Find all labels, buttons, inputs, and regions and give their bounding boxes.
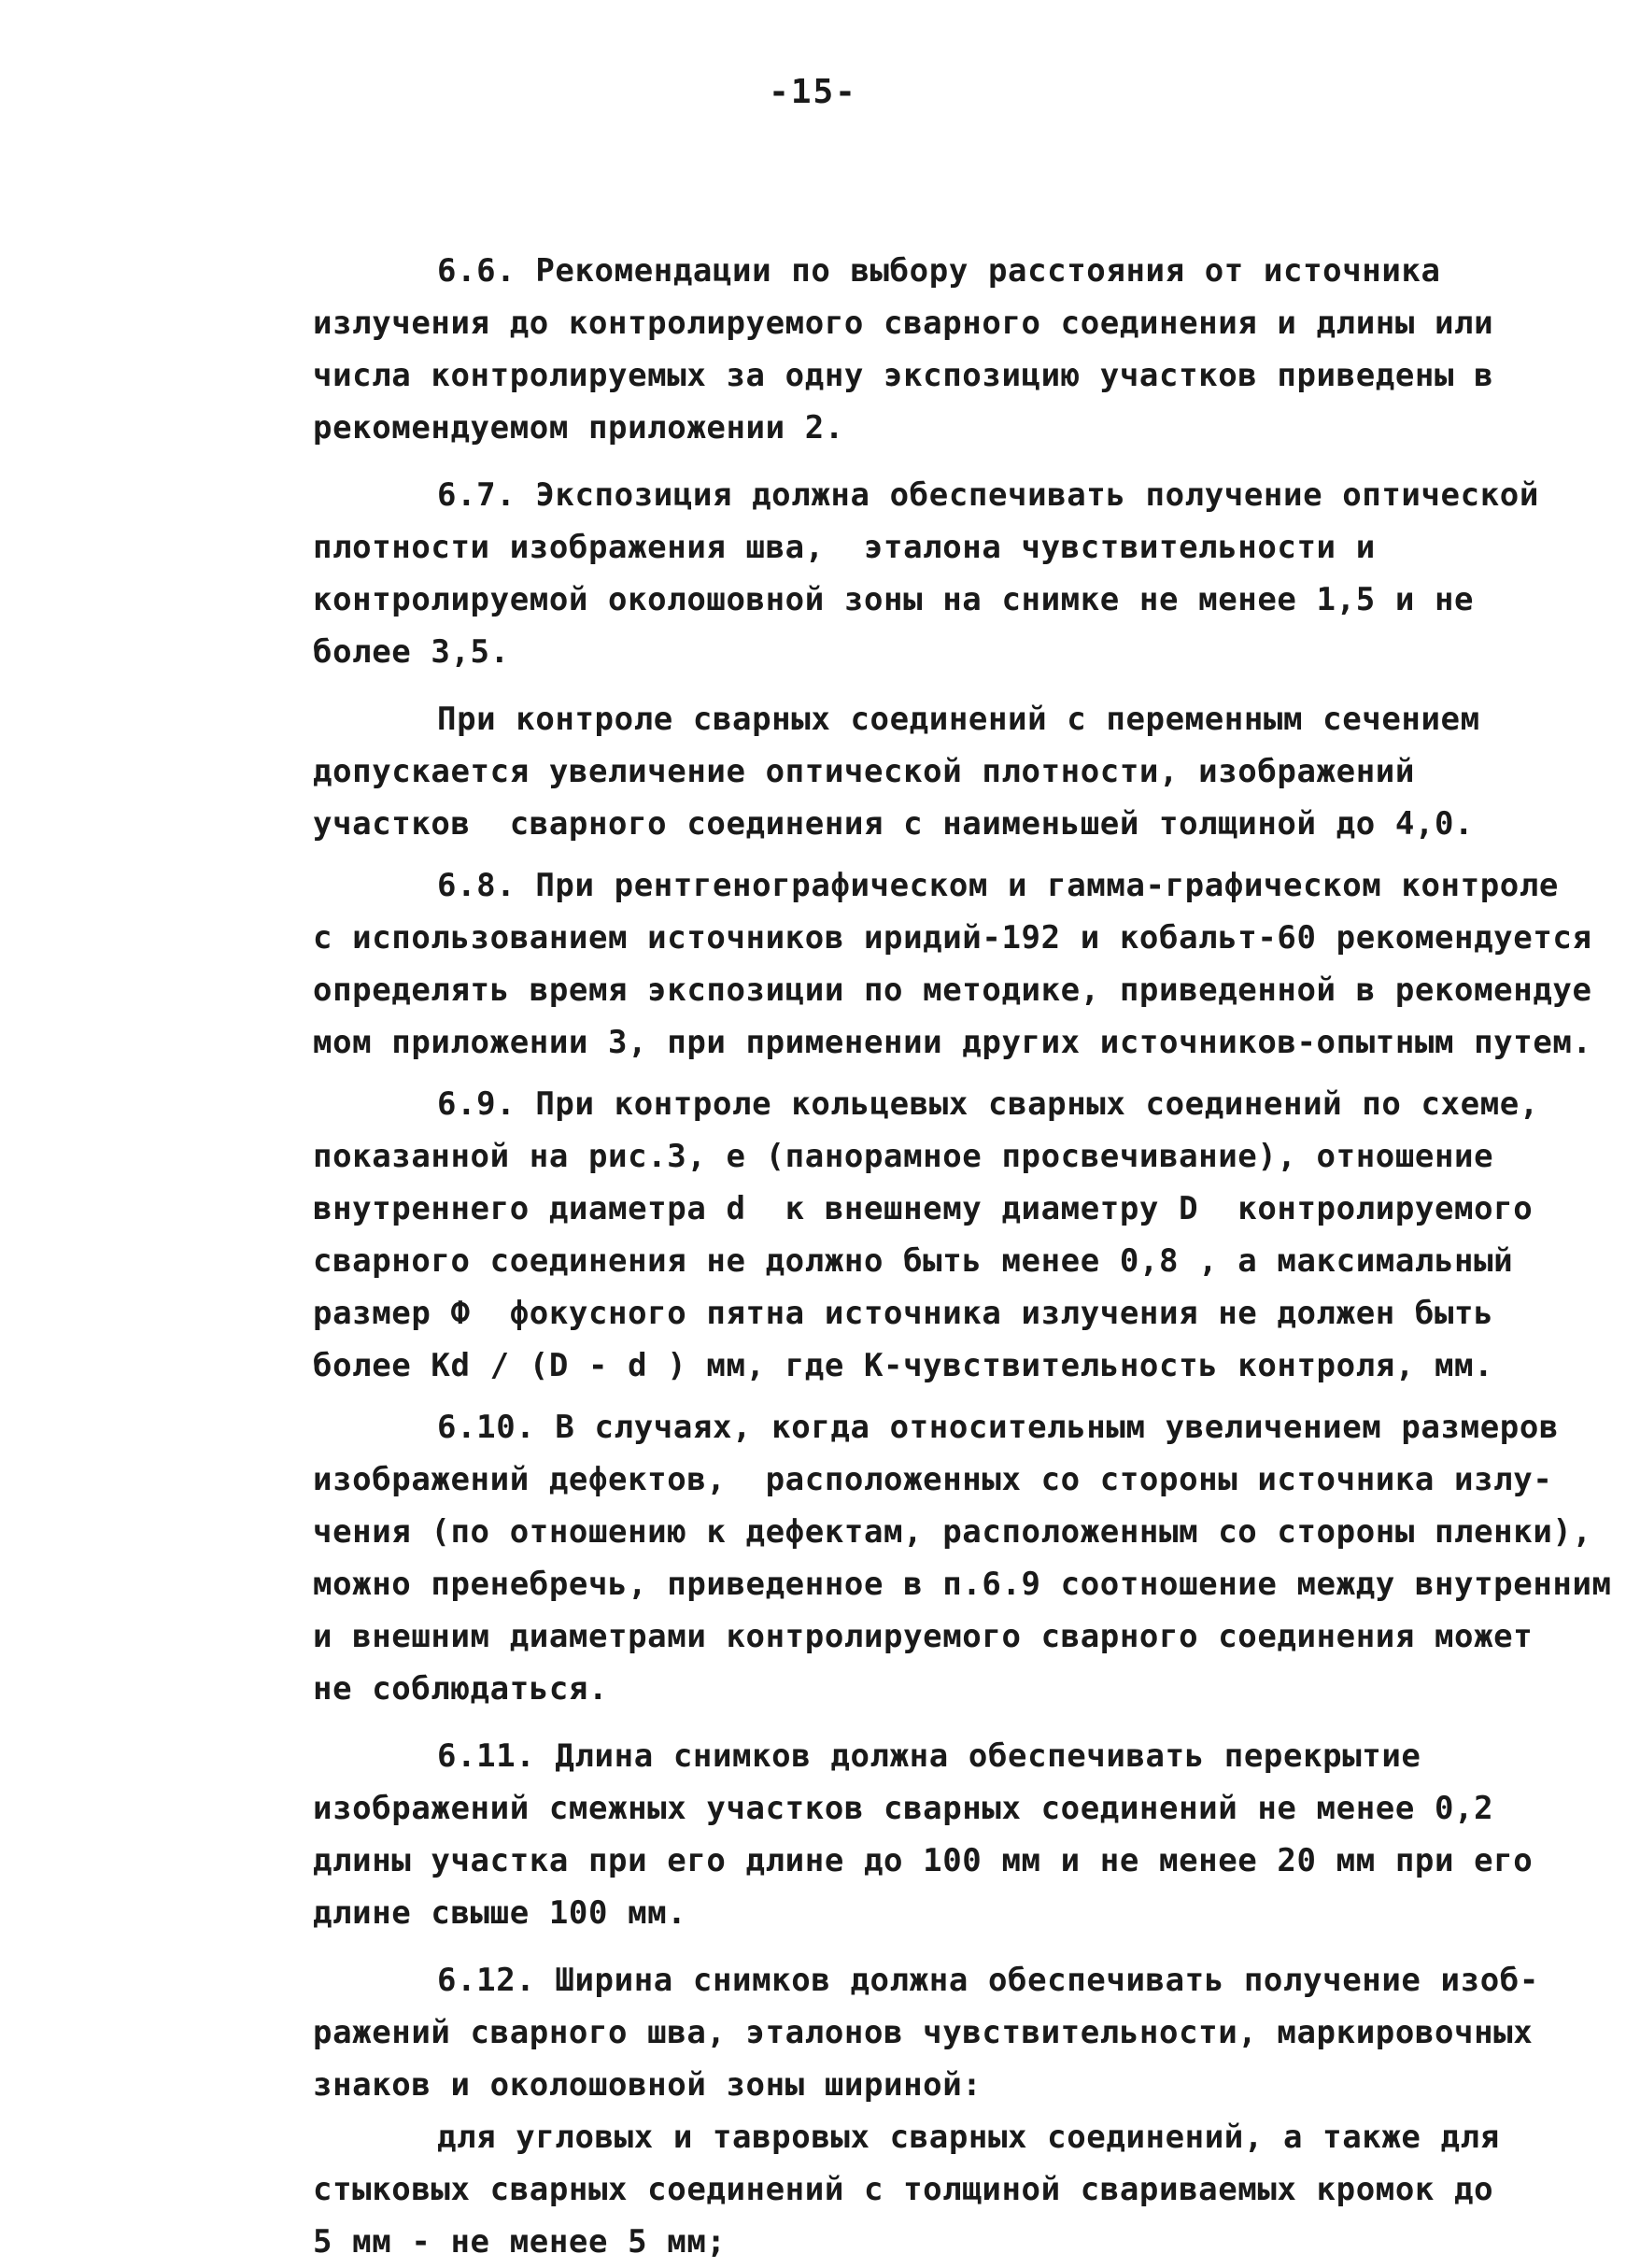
paragraph-6-6 — [313, 245, 1620, 454]
text-line: длины участка при его длине до 100 мм и не менее 20 мм при его — [313, 1842, 1534, 1879]
text-line: 6.7. Экспозиция должна обеспечивать получение оптической — [437, 476, 1539, 514]
text-line: показанной на рис.3, е (панорамное просвечивание), отношение — [313, 1138, 1494, 1175]
text-line: для угловых и тавровых сварных соединений, а также для — [437, 2119, 1500, 2156]
paragraph-6-9 — [313, 1078, 1620, 1392]
text-line: 6.9. При контроле кольцевых сварных соединений по схеме, — [437, 1085, 1539, 1123]
text-line: стыковых сварных соединений с толщиной свариваемых кромок до — [313, 2171, 1494, 2208]
text-line: мом приложении 3, при применении других источников-опытным путем. — [313, 1024, 1592, 1061]
text-line: изображений смежных участков сварных соединений не менее 0,2 — [313, 1790, 1494, 1827]
text-line: излучения до контролируемого сварного соединения и длины или — [313, 305, 1494, 342]
text-line: числа контролируемых за одну экспозицию участков приведены в — [313, 357, 1494, 394]
text-line: можно пренебречь, приведенное в п.6.9 соотношение между внутренним — [313, 1566, 1612, 1603]
text-line: 6.10. В случаях, когда относительным увеличением размеров — [437, 1409, 1559, 1446]
text-line: более 3,5. — [313, 633, 510, 671]
page-number: -15- — [769, 73, 857, 111]
text-line: сварного соединения не должно быть менее 0,8 , а максимальный — [313, 1242, 1514, 1280]
text-line: изображений дефектов, расположенных со стороны источника излу- — [313, 1461, 1553, 1498]
text-line: рекомендуемом приложении 2. — [313, 409, 844, 447]
text-line: допускается увеличение оптической плотности, изображений — [313, 753, 1415, 790]
paragraph-6-8 — [313, 859, 1620, 1069]
text-line: определять время экспозиции по методике, приведенной в рекомендуе — [313, 971, 1592, 1009]
text-line: с использованием источников иридий-192 и кобальт-60 рекомендуется — [313, 919, 1592, 957]
text-line: контролируемой околошовной зоны на снимке не менее 1,5 и не — [313, 581, 1475, 618]
text-line: 6.8. При рентгенографическом и гамма-графическом контроле — [437, 867, 1559, 904]
text-line: не соблюдаться. — [313, 1670, 609, 1708]
text-line: более Kd / (D - d ) мм, где К-чувствительность контроля, мм. — [313, 1347, 1494, 1384]
text-line: чения (по отношению к дефектам, расположенным со стороны пленки), — [313, 1513, 1592, 1551]
text-line: знаков и околошовной зоны шириной: — [313, 2066, 983, 2104]
paragraph-6-7-variable-section — [313, 693, 1620, 850]
paragraph-6-12 — [313, 1954, 1620, 2111]
text-line: размер Ф фокусного пятна источника излучения не должен быть — [313, 1295, 1494, 1332]
paragraph-6-7 — [313, 469, 1620, 678]
document-body — [313, 245, 1620, 2268]
paragraph-6-11 — [313, 1730, 1620, 1939]
text-line: 6.6. Рекомендации по выбору расстояния от источника — [437, 252, 1441, 290]
text-line: 5 мм - не менее 5 мм; — [313, 2223, 727, 2261]
text-line: 6.11. Длина снимков должна обеспечивать перекрытие — [437, 1737, 1421, 1775]
text-line: 6.12. Ширина снимков должна обеспечивать получение изоб- — [437, 1962, 1539, 1999]
text-line: плотности изображения шва, эталона чувствительности и — [313, 529, 1376, 566]
text-line: и внешним диаметрами контролируемого сварного соединения может — [313, 1618, 1534, 1655]
paragraph-6-12-list-item — [313, 2111, 1620, 2268]
paragraph-6-10 — [313, 1401, 1620, 1715]
text-line: длине свыше 100 мм. — [313, 1894, 687, 1932]
text-line: При контроле сварных соединений с переменным сечением — [437, 701, 1480, 738]
text-line: внутреннего диаметра d к внешнему диаметру D контролируемого — [313, 1190, 1534, 1227]
text-line: участков сварного соединения с наименьшей толщиной до 4,0. — [313, 805, 1475, 843]
text-line: ражений сварного шва, эталонов чувствительности, маркировочных — [313, 2014, 1534, 2051]
